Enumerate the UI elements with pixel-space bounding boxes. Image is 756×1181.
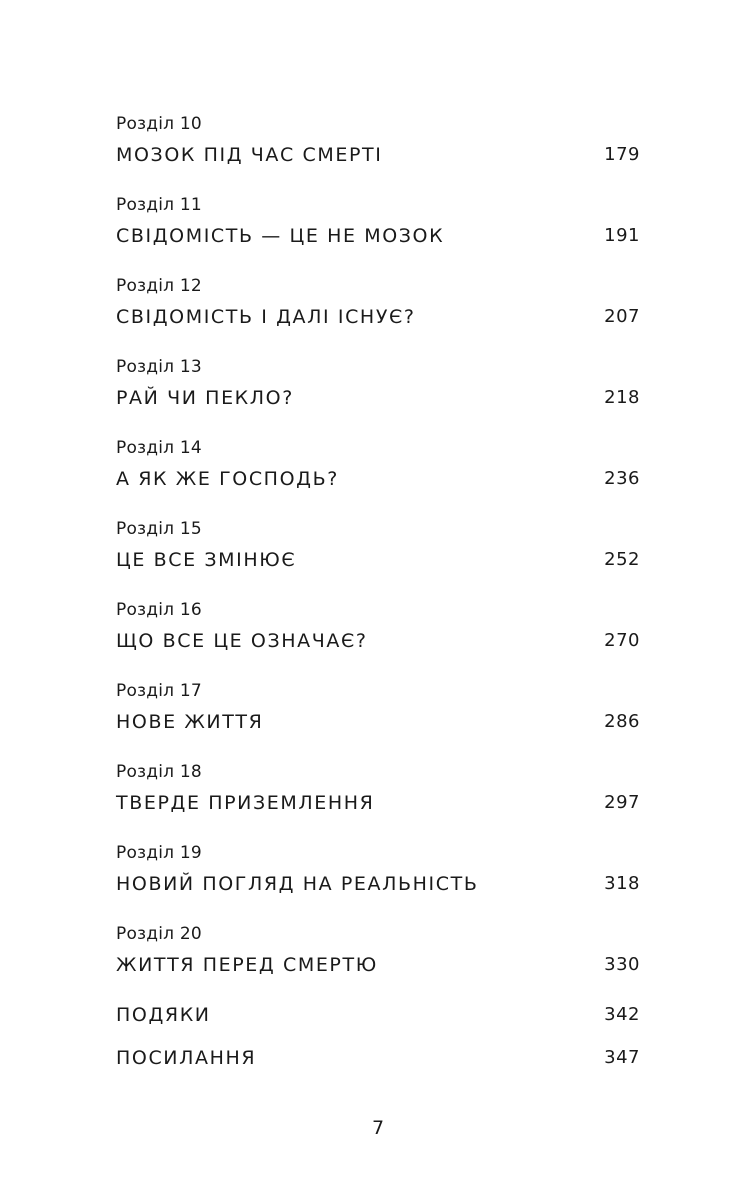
toc-entry[interactable]: [116, 760, 640, 841]
chapter-label: Розділ 19: [116, 843, 202, 863]
chapter-title: СВІДОМІСТЬ І ДАЛІ ІСНУЄ?: [116, 306, 416, 328]
chapter-label: Розділ 18: [116, 762, 202, 782]
chapter-label: Розділ 11: [116, 195, 202, 215]
toc-entry[interactable]: [116, 679, 640, 760]
toc-entry[interactable]: [116, 355, 640, 436]
toc-entry[interactable]: [116, 274, 640, 355]
toc-entry[interactable]: [116, 436, 640, 517]
toc-entry[interactable]: [116, 922, 640, 1003]
chapter-label: Розділ 20: [116, 924, 202, 944]
chapter-title: ЦЕ ВСЕ ЗМІНЮЄ: [116, 549, 297, 571]
chapter-page: 330: [604, 954, 640, 975]
chapter-title: ЖИТТЯ ПЕРЕД СМЕРТЮ: [116, 954, 378, 976]
chapter-title: НОВИЙ ПОГЛЯД НА РЕАЛЬНІСТЬ: [116, 873, 479, 895]
chapter-title: НОВЕ ЖИТТЯ: [116, 711, 264, 733]
chapter-label: Розділ 12: [116, 276, 202, 296]
chapter-label: Розділ 17: [116, 681, 202, 701]
chapter-page: 236: [604, 468, 640, 489]
chapter-title: ТВЕРДЕ ПРИЗЕМЛЕННЯ: [116, 792, 375, 814]
chapter-page: 270: [604, 630, 640, 651]
chapter-label: Розділ 14: [116, 438, 202, 458]
toc-entry[interactable]: [116, 841, 640, 922]
chapter-page: 286: [604, 711, 640, 732]
table-of-contents: [116, 112, 640, 1088]
chapter-title: ЩО ВСЕ ЦЕ ОЗНАЧАЄ?: [116, 630, 368, 652]
chapter-page: 297: [604, 792, 640, 813]
chapter-page: 207: [604, 306, 640, 327]
toc-entry-references[interactable]: [116, 1045, 640, 1088]
chapter-title: СВІДОМІСТЬ — ЦЕ НЕ МОЗОК: [116, 225, 445, 247]
toc-entry-acknowledgements[interactable]: [116, 1002, 640, 1045]
section-page: 342: [604, 1004, 640, 1025]
toc-entry[interactable]: [116, 112, 640, 193]
chapter-title: А ЯК ЖЕ ГОСПОДЬ?: [116, 468, 339, 490]
section-title: ПОСИЛАННЯ: [116, 1047, 257, 1069]
chapter-page: 318: [604, 873, 640, 894]
section-page: 347: [604, 1047, 640, 1068]
chapter-page: 191: [604, 225, 640, 246]
chapter-title: МОЗОК ПІД ЧАС СМЕРТІ: [116, 144, 383, 166]
page-number: 7: [371, 1117, 385, 1139]
toc-entry[interactable]: [116, 598, 640, 679]
chapter-label: Розділ 10: [116, 114, 202, 134]
chapter-label: Розділ 13: [116, 357, 202, 377]
toc-entry[interactable]: [116, 193, 640, 274]
chapter-page: 218: [604, 387, 640, 408]
chapter-page: 179: [604, 144, 640, 165]
chapter-label: Розділ 15: [116, 519, 202, 539]
chapter-title: РАЙ ЧИ ПЕКЛО?: [116, 387, 294, 409]
chapter-label: Розділ 16: [116, 600, 202, 620]
section-title: ПОДЯКИ: [116, 1004, 211, 1026]
toc-entry[interactable]: [116, 517, 640, 598]
chapter-page: 252: [604, 549, 640, 570]
